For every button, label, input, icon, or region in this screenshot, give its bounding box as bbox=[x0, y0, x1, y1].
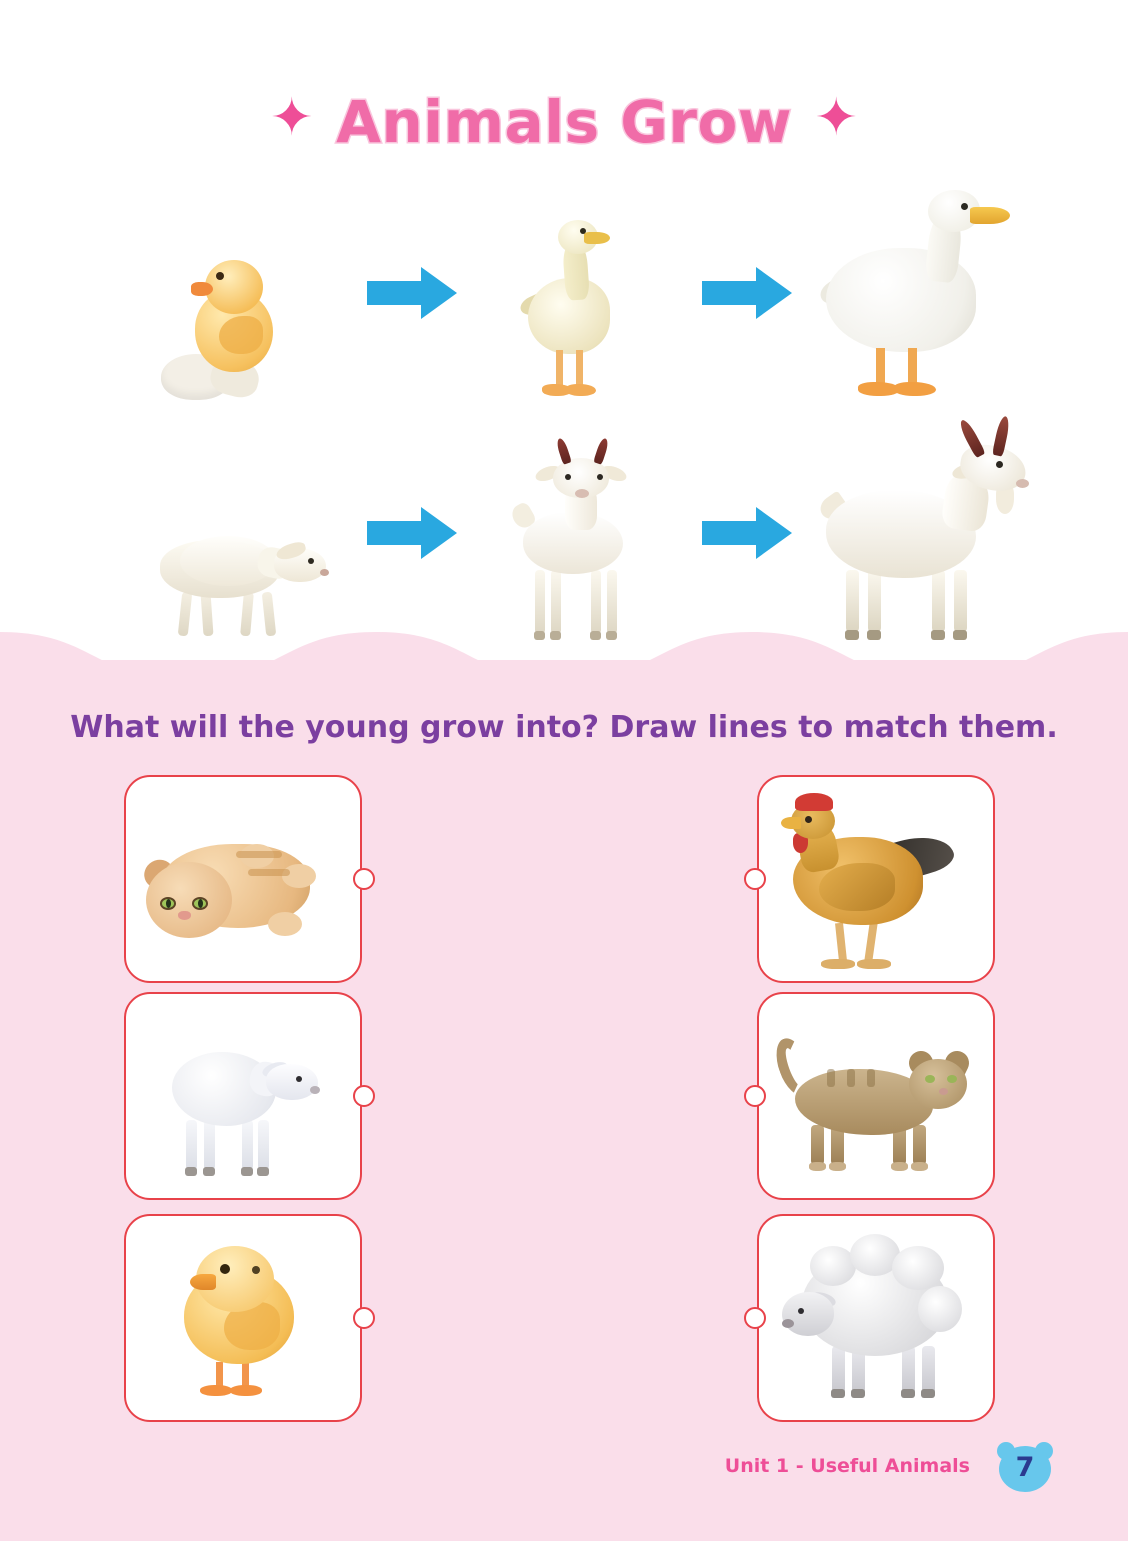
cat-nose bbox=[939, 1088, 948, 1095]
adult-goat-eye bbox=[996, 461, 1003, 468]
lamb-leg bbox=[242, 1120, 253, 1170]
connector-dot-hen[interactable] bbox=[744, 868, 766, 890]
hen-leg bbox=[835, 923, 847, 962]
sequence-stage-duckling-hatching-from-egg bbox=[150, 185, 340, 400]
sequence-stage-young-duck bbox=[485, 185, 675, 400]
hen-comb bbox=[795, 793, 833, 811]
young-duck-leg bbox=[556, 350, 563, 386]
sheep-leg bbox=[922, 1346, 935, 1394]
lamb-leg bbox=[258, 1120, 269, 1170]
chick-eye bbox=[252, 1266, 260, 1274]
kid-goat-illustration bbox=[150, 490, 340, 640]
cat-stripe bbox=[847, 1069, 855, 1087]
activity-prompt: What will the young grow into? Draw lines to match them. bbox=[70, 710, 1058, 745]
cat-leg bbox=[811, 1125, 824, 1165]
young-duck-beak bbox=[584, 232, 610, 244]
kitten-pupil bbox=[198, 899, 203, 908]
arrow-icon bbox=[700, 263, 795, 323]
sheep-illustration bbox=[776, 1238, 976, 1398]
young-goat-horn bbox=[555, 437, 572, 465]
hen-foot bbox=[857, 959, 891, 969]
match-card-cat[interactable] bbox=[757, 992, 995, 1200]
match-card-lamb[interactable] bbox=[124, 992, 362, 1200]
chick-foot bbox=[200, 1385, 232, 1396]
adult-goat-leg bbox=[932, 570, 945, 632]
cat-illustration bbox=[771, 1021, 981, 1171]
connector-dot-cat[interactable] bbox=[744, 1085, 766, 1107]
page-title-row bbox=[0, 88, 1128, 156]
lamb-nose bbox=[310, 1086, 320, 1094]
page-title: Animals Grow bbox=[336, 88, 792, 156]
hen-leg bbox=[864, 923, 877, 962]
kitten-stripe bbox=[236, 851, 282, 858]
connector-dot-chick[interactable] bbox=[353, 1307, 375, 1329]
chick-beak bbox=[190, 1274, 216, 1290]
page-number-badge bbox=[994, 1438, 1056, 1496]
young-goat-leg bbox=[535, 570, 545, 634]
duckling-beak bbox=[191, 282, 213, 296]
lamb-illustration bbox=[158, 1016, 328, 1176]
young-goat-hoof bbox=[534, 631, 545, 640]
young-goat-eye bbox=[565, 474, 571, 480]
kid-goat-leg bbox=[200, 592, 213, 637]
lamb-eye bbox=[296, 1076, 302, 1082]
duckling-head bbox=[205, 260, 263, 314]
page-number: 7 bbox=[1015, 1452, 1035, 1483]
connector-dot-lamb[interactable] bbox=[353, 1085, 375, 1107]
sheep-hoof bbox=[901, 1389, 915, 1398]
young-goat-leg bbox=[607, 570, 617, 634]
sheep-nose bbox=[782, 1319, 794, 1328]
kitten-head bbox=[146, 862, 232, 938]
sequence-duck-life-cycle bbox=[150, 185, 1010, 400]
hen-eye bbox=[805, 816, 812, 823]
star-icon-left: ✦ bbox=[270, 89, 314, 147]
footer-unit-label: Unit 1 - Useful Animals bbox=[724, 1455, 970, 1477]
kid-goat-eye bbox=[308, 558, 314, 564]
match-card-kitten[interactable] bbox=[124, 775, 362, 983]
adult-goat-hoof bbox=[845, 630, 859, 640]
sequence-stage-adult-goat bbox=[820, 425, 1010, 640]
cat-stripe bbox=[827, 1069, 835, 1087]
sheep-hoof bbox=[851, 1389, 865, 1398]
sheep-eye bbox=[798, 1308, 804, 1314]
lamb-leg bbox=[186, 1120, 197, 1170]
kitten-stripe bbox=[248, 869, 290, 876]
young-goat-leg bbox=[591, 570, 601, 634]
kitten-nose bbox=[178, 911, 191, 920]
arrow-icon bbox=[700, 503, 795, 563]
cat-leg bbox=[913, 1125, 926, 1165]
duckling-illustration bbox=[153, 225, 338, 400]
young-goat-hoof bbox=[590, 631, 601, 640]
arrow-icon bbox=[365, 503, 460, 563]
adult-goat-leg bbox=[846, 570, 859, 632]
hen-illustration bbox=[781, 789, 971, 969]
kid-goat-leg bbox=[262, 592, 277, 637]
adult-goat-nose bbox=[1016, 479, 1029, 488]
kitten-illustration bbox=[140, 804, 346, 954]
lamb-hoof bbox=[203, 1167, 215, 1176]
lamb-head bbox=[266, 1064, 318, 1100]
young-goat-eye bbox=[597, 474, 603, 480]
hen-foot bbox=[821, 959, 855, 969]
lamb-leg bbox=[204, 1120, 215, 1170]
connector-dot-kitten[interactable] bbox=[353, 868, 375, 890]
sheep-hoof bbox=[921, 1389, 935, 1398]
lamb-hoof bbox=[257, 1167, 269, 1176]
young-goat-nose bbox=[575, 489, 589, 498]
sheep-head bbox=[782, 1292, 834, 1336]
sheep-wool-puff bbox=[892, 1246, 944, 1290]
young-duck-leg bbox=[576, 350, 583, 386]
sequence-stage-newborn-kid-goat bbox=[150, 425, 340, 640]
adult-goat-illustration bbox=[820, 425, 1010, 640]
chick-eye bbox=[220, 1264, 230, 1274]
cat-head bbox=[909, 1059, 967, 1109]
adult-duck-leg bbox=[908, 348, 917, 384]
kid-goat-nose bbox=[320, 569, 329, 576]
adult-duck-beak bbox=[970, 207, 1010, 224]
cat-eye bbox=[947, 1075, 957, 1083]
young-duck-foot bbox=[566, 384, 596, 396]
adult-duck-illustration bbox=[820, 185, 1010, 400]
sequence-goat-life-cycle bbox=[150, 425, 1010, 640]
cat-stripe bbox=[867, 1069, 875, 1087]
kitten-pupil bbox=[166, 899, 171, 908]
adult-goat-leg bbox=[868, 570, 881, 632]
sheep-wool-puff bbox=[918, 1286, 962, 1332]
cat-paw bbox=[829, 1162, 846, 1171]
kid-goat-leg bbox=[240, 592, 254, 637]
chick-foot bbox=[230, 1385, 262, 1396]
hen-wing bbox=[819, 863, 895, 911]
adult-goat-leg bbox=[954, 570, 967, 632]
chick-illustration bbox=[168, 1238, 318, 1398]
duckling-wing bbox=[219, 316, 263, 354]
kitten-paw bbox=[268, 912, 302, 936]
young-goat-horn bbox=[593, 437, 610, 465]
connector-dot-sheep[interactable] bbox=[744, 1307, 766, 1329]
kitten-paw bbox=[282, 864, 316, 888]
young-duck-illustration bbox=[520, 210, 640, 400]
adult-duck-eye bbox=[961, 203, 968, 210]
adult-goat-hoof bbox=[931, 630, 945, 640]
sheep-wool-puff bbox=[810, 1246, 856, 1286]
young-duck-eye bbox=[580, 228, 586, 234]
cat-paw bbox=[911, 1162, 928, 1171]
lamb-hoof bbox=[185, 1167, 197, 1176]
sequence-stage-young-goat bbox=[485, 425, 675, 640]
young-goat-hoof bbox=[550, 631, 561, 640]
young-goat-leg bbox=[551, 570, 561, 634]
young-goat-illustration bbox=[505, 440, 655, 640]
sheep-leg bbox=[902, 1346, 915, 1394]
lamb-hoof bbox=[241, 1167, 253, 1176]
match-card-chick[interactable] bbox=[124, 1214, 362, 1422]
young-goat-hoof bbox=[606, 631, 617, 640]
hen-beak bbox=[781, 817, 801, 829]
sequence-stage-adult-duck bbox=[820, 185, 1010, 400]
arrow-icon bbox=[365, 263, 460, 323]
match-card-sheep[interactable] bbox=[757, 1214, 995, 1422]
adult-goat-hoof bbox=[953, 630, 967, 640]
kid-goat-leg bbox=[178, 592, 193, 637]
adult-duck-foot bbox=[894, 382, 936, 396]
sheep-hoof bbox=[831, 1389, 845, 1398]
sheep-leg bbox=[832, 1346, 845, 1394]
cat-paw bbox=[891, 1162, 908, 1171]
cat-paw bbox=[809, 1162, 826, 1171]
adult-duck-leg bbox=[876, 348, 885, 384]
adult-goat-hoof bbox=[867, 630, 881, 640]
match-card-hen[interactable] bbox=[757, 775, 995, 983]
duckling-eye bbox=[216, 272, 224, 280]
cat-eye bbox=[925, 1075, 935, 1083]
star-icon-right: ✦ bbox=[814, 89, 858, 147]
